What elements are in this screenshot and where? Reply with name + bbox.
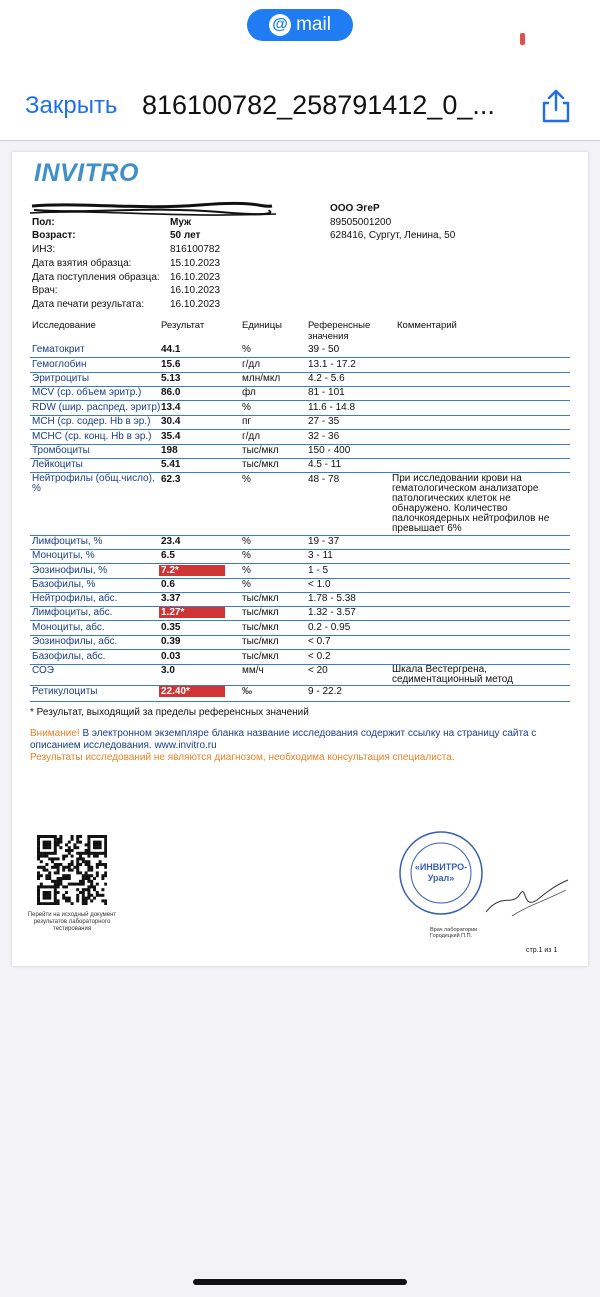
result-value: 30.4 [161, 416, 181, 427]
result-value: 6.5 [161, 550, 175, 561]
page-number: стр.1 из 1 [526, 947, 558, 954]
test-name-link[interactable]: Гемоглобин [32, 359, 87, 370]
warning-text[interactable]: В электронном экземпляре бланка название исследования содержит ссылку на страницу сайта с описанием исследования. www.invitro.ru [30, 728, 537, 751]
table-row [30, 458, 570, 473]
table-row [30, 535, 570, 550]
age-value: 50 лет [170, 230, 201, 241]
header-reference [308, 320, 370, 342]
table-row [30, 564, 570, 579]
warning-block [30, 728, 575, 764]
test-name-link[interactable]: Моноциты, % [32, 550, 95, 561]
header-reference-line1: Референсные [308, 320, 371, 331]
qr-code[interactable] [37, 835, 107, 905]
document-title: 816100782_258791412_0_... [142, 90, 495, 120]
result-value: 5.41 [161, 459, 181, 470]
flagged-result: 22.40* [159, 686, 225, 697]
qr-caption: Перейти на исходный документ результатов лабораторного тестирования [27, 912, 117, 932]
test-name-link[interactable]: MCHC (ср. конц. Hb в эр.) [32, 431, 152, 442]
table-row [30, 358, 570, 373]
result-value: 5.13 [161, 373, 181, 384]
sex-label: Пол: [32, 217, 55, 228]
reference-value: < 20 [308, 665, 328, 676]
invitro-logo: INVITRO [34, 159, 139, 187]
result-value: 198 [161, 445, 178, 456]
unit-value: тыс/мкл [242, 651, 279, 662]
reference-value: 4.5 - 11 [308, 459, 342, 470]
result-value: 23.4 [161, 536, 181, 547]
share-icon[interactable] [539, 88, 573, 124]
test-name-link[interactable]: Ретикулоциты [32, 686, 98, 697]
close-button[interactable]: Закрыть [25, 92, 118, 119]
table-row [30, 650, 570, 665]
result-value: 0.35 [161, 622, 181, 633]
header-result: Результат [161, 320, 205, 331]
reference-value: 13.1 - 17.2 [308, 359, 356, 370]
reference-value: 11.6 - 14.8 [308, 402, 356, 413]
table-row [30, 430, 570, 445]
mail-pill-label: mail [296, 14, 331, 35]
mail-app-pill[interactable] [247, 9, 353, 41]
reference-value: 39 - 50 [308, 344, 340, 355]
flagged-result: 1.27* [159, 607, 225, 618]
reference-value: 0.2 - 0.95 [308, 622, 351, 633]
reference-value: 9 - 22.2 [308, 686, 342, 697]
unit-value: % [242, 536, 251, 547]
table-row [30, 415, 570, 430]
reference-value: 1.32 - 3.57 [308, 607, 356, 618]
test-name-link[interactable]: Нейтрофилы, абс. [32, 593, 118, 604]
at-icon: @ [269, 14, 291, 36]
result-value: 44.1 [161, 344, 181, 355]
unit-value: млн/мкл [242, 373, 281, 384]
test-name-link[interactable]: Тромбоциты [32, 445, 90, 456]
table-row [30, 664, 570, 686]
sex-value: Муж [170, 217, 192, 228]
unit-value: тыс/мкл [242, 459, 279, 470]
stamp-text-1: «ИНВИТРО- [414, 862, 468, 872]
unit-value: % [242, 550, 251, 561]
table-row [30, 685, 570, 702]
table-row [30, 372, 570, 387]
home-indicator[interactable] [193, 1279, 407, 1285]
result-value: 3.37 [161, 593, 181, 604]
test-name-link[interactable]: Моноциты, абс. [32, 622, 105, 633]
test-name-link[interactable]: Лимфоциты, % [32, 536, 103, 547]
reference-value: 32 - 36 [308, 431, 340, 442]
table-row [30, 401, 570, 416]
lab-stamp [398, 830, 484, 916]
printed-label: Дата печати результата: [32, 299, 145, 310]
doctor-signature-text [430, 927, 477, 939]
reference-value: < 0.7 [308, 636, 331, 647]
test-name-link[interactable]: Эозинофилы, абс. [32, 636, 118, 647]
result-value: 13.4 [161, 402, 181, 413]
result-value: 0.39 [161, 636, 181, 647]
unit-value: тыс/мкл [242, 607, 279, 618]
test-name-link[interactable]: Базофилы, % [32, 579, 96, 590]
table-row [30, 578, 570, 593]
inz-value: 816100782 [170, 244, 221, 255]
unit-value: мм/ч [242, 665, 264, 676]
age-label: Возраст: [32, 230, 76, 241]
comment-text: Шкала Вестергрена, седиментационный метод [392, 664, 513, 685]
sample-taken-label: Дата взятия образца: [32, 258, 132, 269]
test-name-link[interactable]: Лейкоциты [32, 459, 83, 470]
table-row [30, 592, 570, 607]
unit-value: пг [242, 416, 252, 427]
org-phone: 89505001200 [330, 217, 392, 228]
header-units: Единицы [242, 320, 283, 331]
unit-value: г/дл [242, 359, 261, 370]
unit-value: тыс/мкл [242, 445, 279, 456]
doctor-label: Врач: [32, 285, 58, 296]
table-row [30, 549, 570, 564]
test-name-link[interactable]: RDW (шир. распред. эритр) [32, 402, 161, 413]
reference-value: 1.78 - 5.38 [308, 593, 356, 604]
reference-value: 4.2 - 5.6 [308, 373, 345, 384]
header-test: Исследование [32, 320, 96, 331]
doctor-value: 16.10.2023 [170, 285, 221, 296]
sample-taken-value: 15.10.2023 [170, 258, 221, 269]
table-row [30, 635, 570, 650]
unit-value: тыс/мкл [242, 593, 279, 604]
test-name-link[interactable]: СОЭ [32, 665, 54, 676]
table-row [30, 343, 570, 358]
test-name-link[interactable]: MCH (ср. содер. Hb в эр.) [32, 416, 151, 427]
test-name-link[interactable]: Базофилы, абс. [32, 651, 106, 662]
test-name-link[interactable]: Эритроциты [32, 373, 90, 384]
sample-received-value: 16.10.2023 [170, 272, 221, 283]
result-value: 15.6 [161, 359, 181, 370]
header-reference-line2: значения [308, 331, 349, 342]
test-name-link[interactable]: Лимфоциты, абс. [32, 607, 113, 618]
doctor-sign-line2: Городецкий П.П. [430, 933, 473, 939]
result-value: 0.6 [161, 579, 175, 590]
reference-value: 19 - 37 [308, 536, 340, 547]
recording-indicator [520, 33, 525, 45]
table-row [30, 606, 570, 621]
result-value: 86.0 [161, 387, 181, 398]
unit-value: % [242, 565, 251, 576]
org-address: 628416, Сургут, Ленина, 50 [330, 230, 456, 241]
status-bar [0, 0, 600, 58]
unit-value: % [242, 402, 251, 413]
reference-value: < 0.2 [308, 651, 331, 662]
unit-value: тыс/мкл [242, 622, 279, 633]
reference-value: 3 - 11 [308, 550, 333, 561]
reference-value: 150 - 400 [308, 445, 351, 456]
unit-value: фл [242, 387, 256, 398]
table-row [30, 473, 570, 536]
unit-value: % [242, 579, 251, 590]
unit-value: % [242, 344, 251, 355]
header-comment: Комментарий [397, 320, 457, 331]
unit-value: ‰ [242, 686, 252, 697]
table-row [30, 621, 570, 636]
test-name-link[interactable]: Гематокрит [32, 344, 85, 355]
reference-value: 81 - 101 [308, 387, 345, 398]
stamp-text-2: Урал» [427, 873, 455, 883]
disclaimer: Результаты исследований не являются диагнозом, необходима консультация специалиста. [30, 752, 455, 763]
reference-value: 1 - 5 [308, 565, 329, 576]
warning-prefix: Внимание! [30, 728, 80, 739]
result-value: 35.4 [161, 431, 181, 442]
footnote: * Результат, выходящий за пределы референсных значений [30, 707, 309, 718]
redacted-name-scribble [20, 200, 280, 222]
signature [482, 872, 572, 922]
sample-received-label: Дата поступления образца: [32, 272, 160, 283]
unit-value: % [242, 474, 251, 485]
printed-value: 16.10.2023 [170, 299, 221, 310]
result-value: 62.3 [161, 474, 181, 485]
result-value: 0.03 [161, 651, 181, 662]
test-name-link[interactable]: Эозинофилы, % [32, 565, 108, 576]
inz-label: ИНЗ: [32, 244, 56, 255]
lab-report-document [12, 152, 588, 966]
reference-value: 27 - 35 [308, 416, 340, 427]
viewer-nav-bar [0, 58, 600, 141]
reference-value: 48 - 78 [308, 474, 340, 485]
table-row [30, 386, 570, 401]
flagged-result: 7.2* [159, 565, 225, 576]
table-row [30, 444, 570, 459]
result-value: 3.0 [161, 665, 175, 676]
comment-text: При исследовании крови на гематологическом анализаторе патологических клеток не обнаружено. Количество палочкоядерных нейтрофилов не превышает 6% [392, 473, 550, 534]
org-name: ООО ЭгеР [330, 203, 380, 214]
test-name-link[interactable]: MCV (ср. объем эритр.) [32, 387, 142, 398]
test-name-link[interactable]: Нейтрофилы (общ.число), % [32, 473, 155, 494]
unit-value: тыс/мкл [242, 636, 279, 647]
reference-value: < 1.0 [308, 579, 331, 590]
doctor-sign-line1: Врач лаборатории [430, 927, 478, 933]
unit-value: г/дл [242, 431, 261, 442]
